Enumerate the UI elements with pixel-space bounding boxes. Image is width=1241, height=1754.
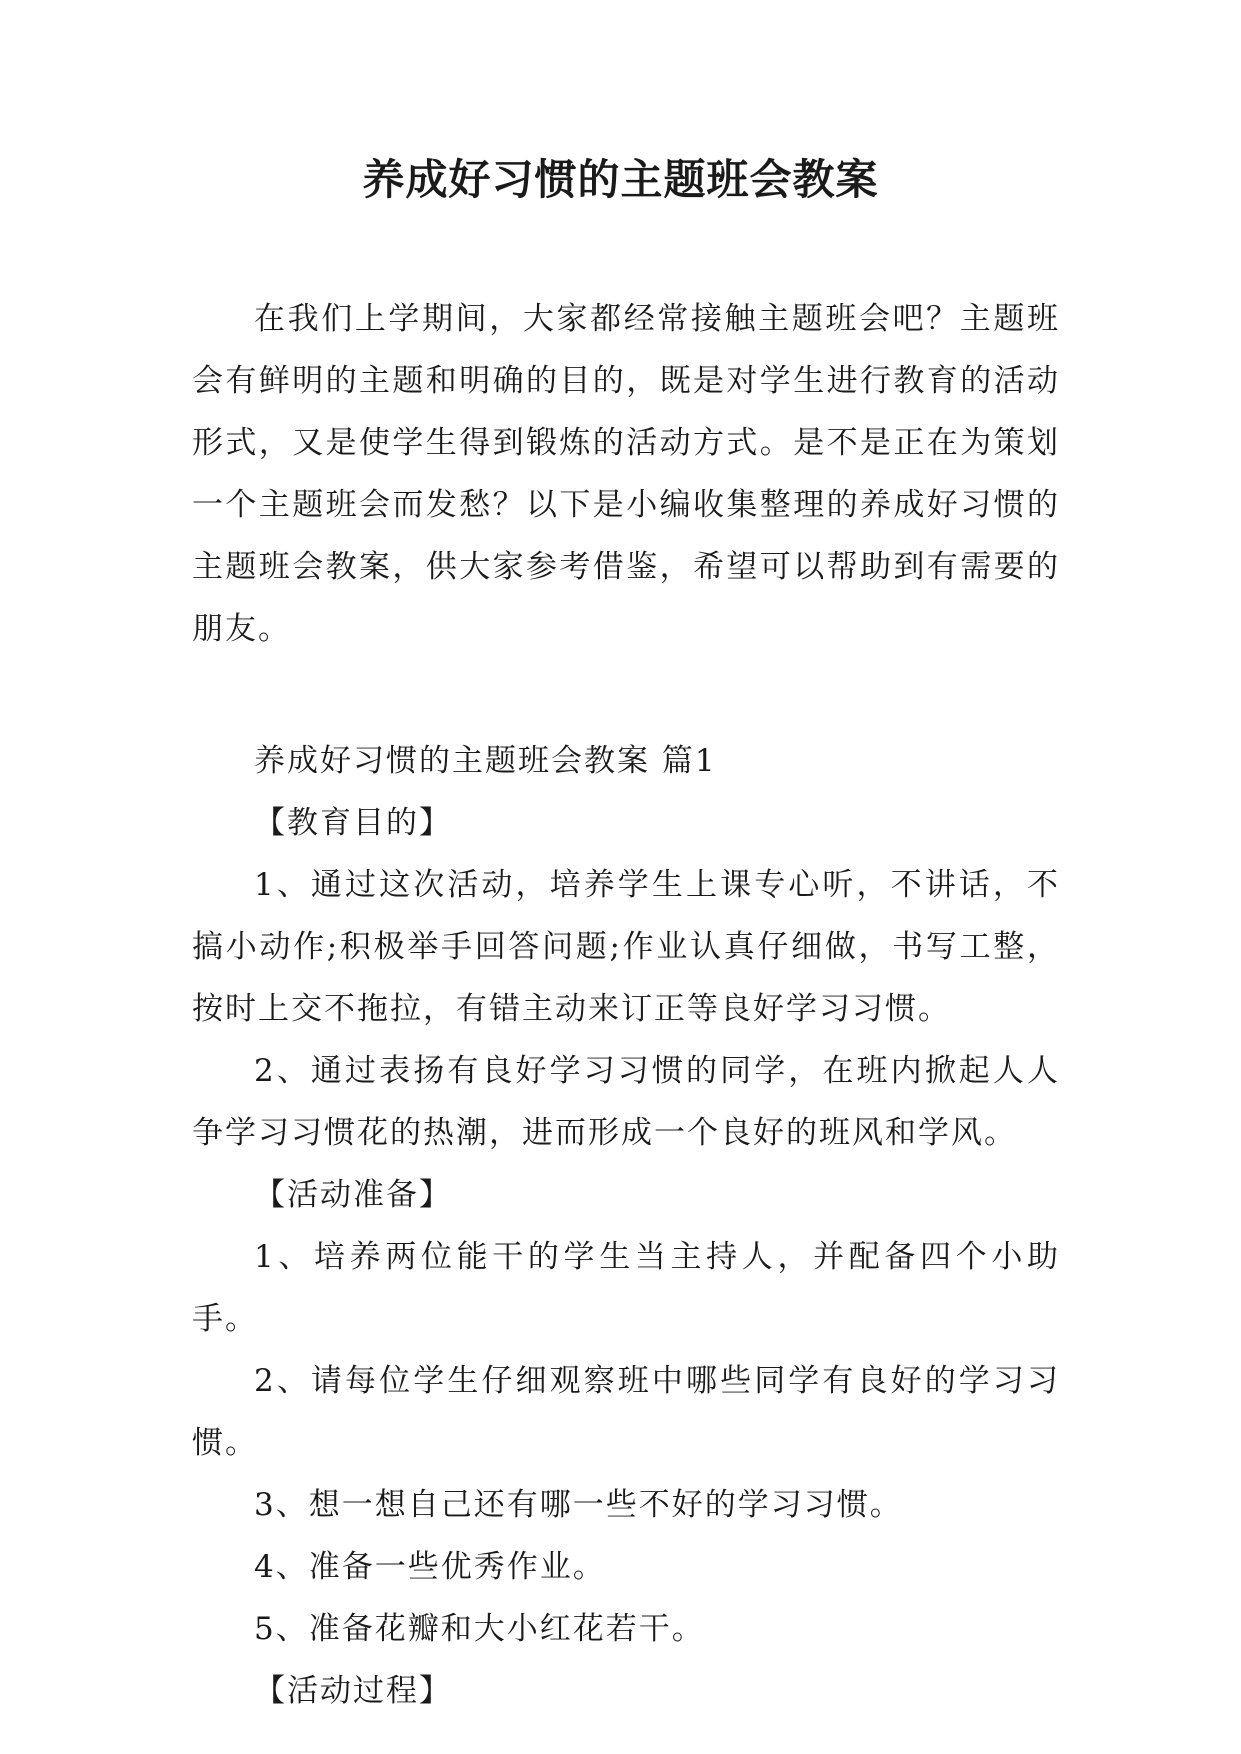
document-title: 养成好习惯的主题班会教案 (362, 155, 879, 204)
goal-item-2: 2、通过表扬有良好学习习惯的同学，在班内掀起人人争学习习惯花的热潮，进而形成一个良好的班风和学风。 (192, 1053, 1060, 1151)
heading-activity-preparation: 【活动准备】 (254, 1177, 452, 1213)
goal-item-1: 1、通过这次活动，培养学生上课专心听，不讲话，不搞小动作;积极举手回答问题;作业认真仔细做，书写工整，按时上交不拖拉，有错主动来订正等良好学习习惯。 (192, 867, 1060, 1027)
document-body (192, 288, 1060, 1722)
intro-paragraph: 在我们上学期间，大家都经常接触主题班会吧？主题班会有鲜明的主题和明确的目的，既是对学生进行教育的活动形式，又是使学生得到锻炼的活动方式。是不是正在为策划一个主题班会而发愁？以下是小编收集整理的养成好习惯的主题班会教案，供大家参考借鉴，希望可以帮助到有需要的朋友。 (192, 301, 1060, 647)
prep-item-1: 1、培养两位能干的学生当主持人，并配备四个小助手。 (192, 1239, 1060, 1337)
prep-item-4: 4、准备一些优秀作业。 (254, 1549, 606, 1585)
prep-item-3: 3、想一想自己还有哪一些不好的学习习惯。 (254, 1487, 903, 1523)
heading-education-goal: 【教育目的】 (254, 805, 452, 841)
section-spacer (192, 660, 1060, 730)
heading-activity-process: 【活动过程】 (254, 1673, 452, 1709)
prep-item-2: 2、请每位学生仔细观察班中哪些同学有良好的学习习惯。 (192, 1363, 1060, 1461)
prep-item-5: 5、准备花瓣和大小红花若干。 (254, 1611, 705, 1647)
section-heading: 养成好习惯的主题班会教案 篇1 (254, 743, 717, 779)
